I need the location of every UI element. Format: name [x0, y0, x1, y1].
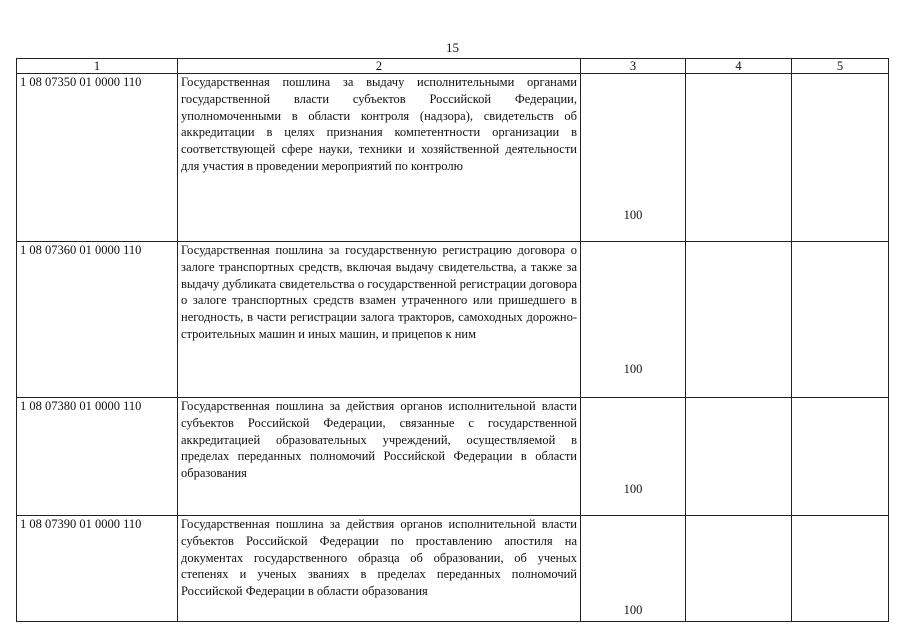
amount-cell: 100 — [581, 242, 686, 398]
revenue-name-cell: Государственная пошлина за действия органов исполнительной власти субъектов Российской Федерации, связанные с государственной аккредитацией образовательных учреждений, осуществляемой в пределах переданных полномочий Российской Федерации в области образования — [178, 398, 581, 516]
budget-code-cell: 1 08 07380 01 0000 110 — [17, 398, 178, 516]
empty-cell-col5 — [792, 74, 889, 242]
table-row — [17, 74, 889, 242]
empty-cell-col4 — [686, 242, 792, 398]
amount-cell: 100 — [581, 74, 686, 242]
table-row — [17, 242, 889, 398]
amount-cell: 100 — [581, 516, 686, 622]
empty-cell-col4 — [686, 516, 792, 622]
column-header-3: 3 — [581, 59, 686, 74]
empty-cell-col5 — [792, 242, 889, 398]
column-header-5: 5 — [792, 59, 889, 74]
column-header-2: 2 — [178, 59, 581, 74]
revenue-name-cell: Государственная пошлина за выдачу исполнительными органами государственной власти субъектов Российской Федерации, уполномоченными в области контроля (надзора), свидетельств об аккредитации в целях признания компетентности организации в соответствующей сфере науки, техники и хозяйственной деятельности для участия в проведении мероприятий по контролю — [178, 74, 581, 242]
page-number: 15 — [446, 40, 459, 55]
column-header-4: 4 — [686, 59, 792, 74]
amount-cell: 100 — [581, 398, 686, 516]
budget-code-cell: 1 08 07350 01 0000 110 — [17, 74, 178, 242]
table-row — [17, 398, 889, 516]
empty-cell-col5 — [792, 516, 889, 622]
empty-cell-col4 — [686, 398, 792, 516]
empty-cell-col4 — [686, 74, 792, 242]
revenue-name-cell: Государственная пошлина за действия органов исполнительной власти субъектов Российской Федерации по проставлению апостиля на документах государственного образца об образовании, об ученых степенях и ученых званиях в пределах переданных полномочий Российской Федерации в области образования — [178, 516, 581, 622]
budget-code-cell: 1 08 07360 01 0000 110 — [17, 242, 178, 398]
table-header-row — [17, 59, 889, 74]
table-row — [17, 516, 889, 622]
empty-cell-col5 — [792, 398, 889, 516]
budget-code-cell: 1 08 07390 01 0000 110 — [17, 516, 178, 622]
revenue-name-cell: Государственная пошлина за государственную регистрацию договора о залоге транспортных средств, включая выдачу свидетельства, а также за выдачу дубликата свидетельства о государственной регистрации договора о залоге транспортных средств взамен утраченного или пришедшего в негодность, в части регистрации залога тракторов, самоходных дорожно-строительных машин и иных машин, и прицепов к ним — [178, 242, 581, 398]
budget-classification-table — [16, 58, 889, 622]
column-header-1: 1 — [17, 59, 178, 74]
